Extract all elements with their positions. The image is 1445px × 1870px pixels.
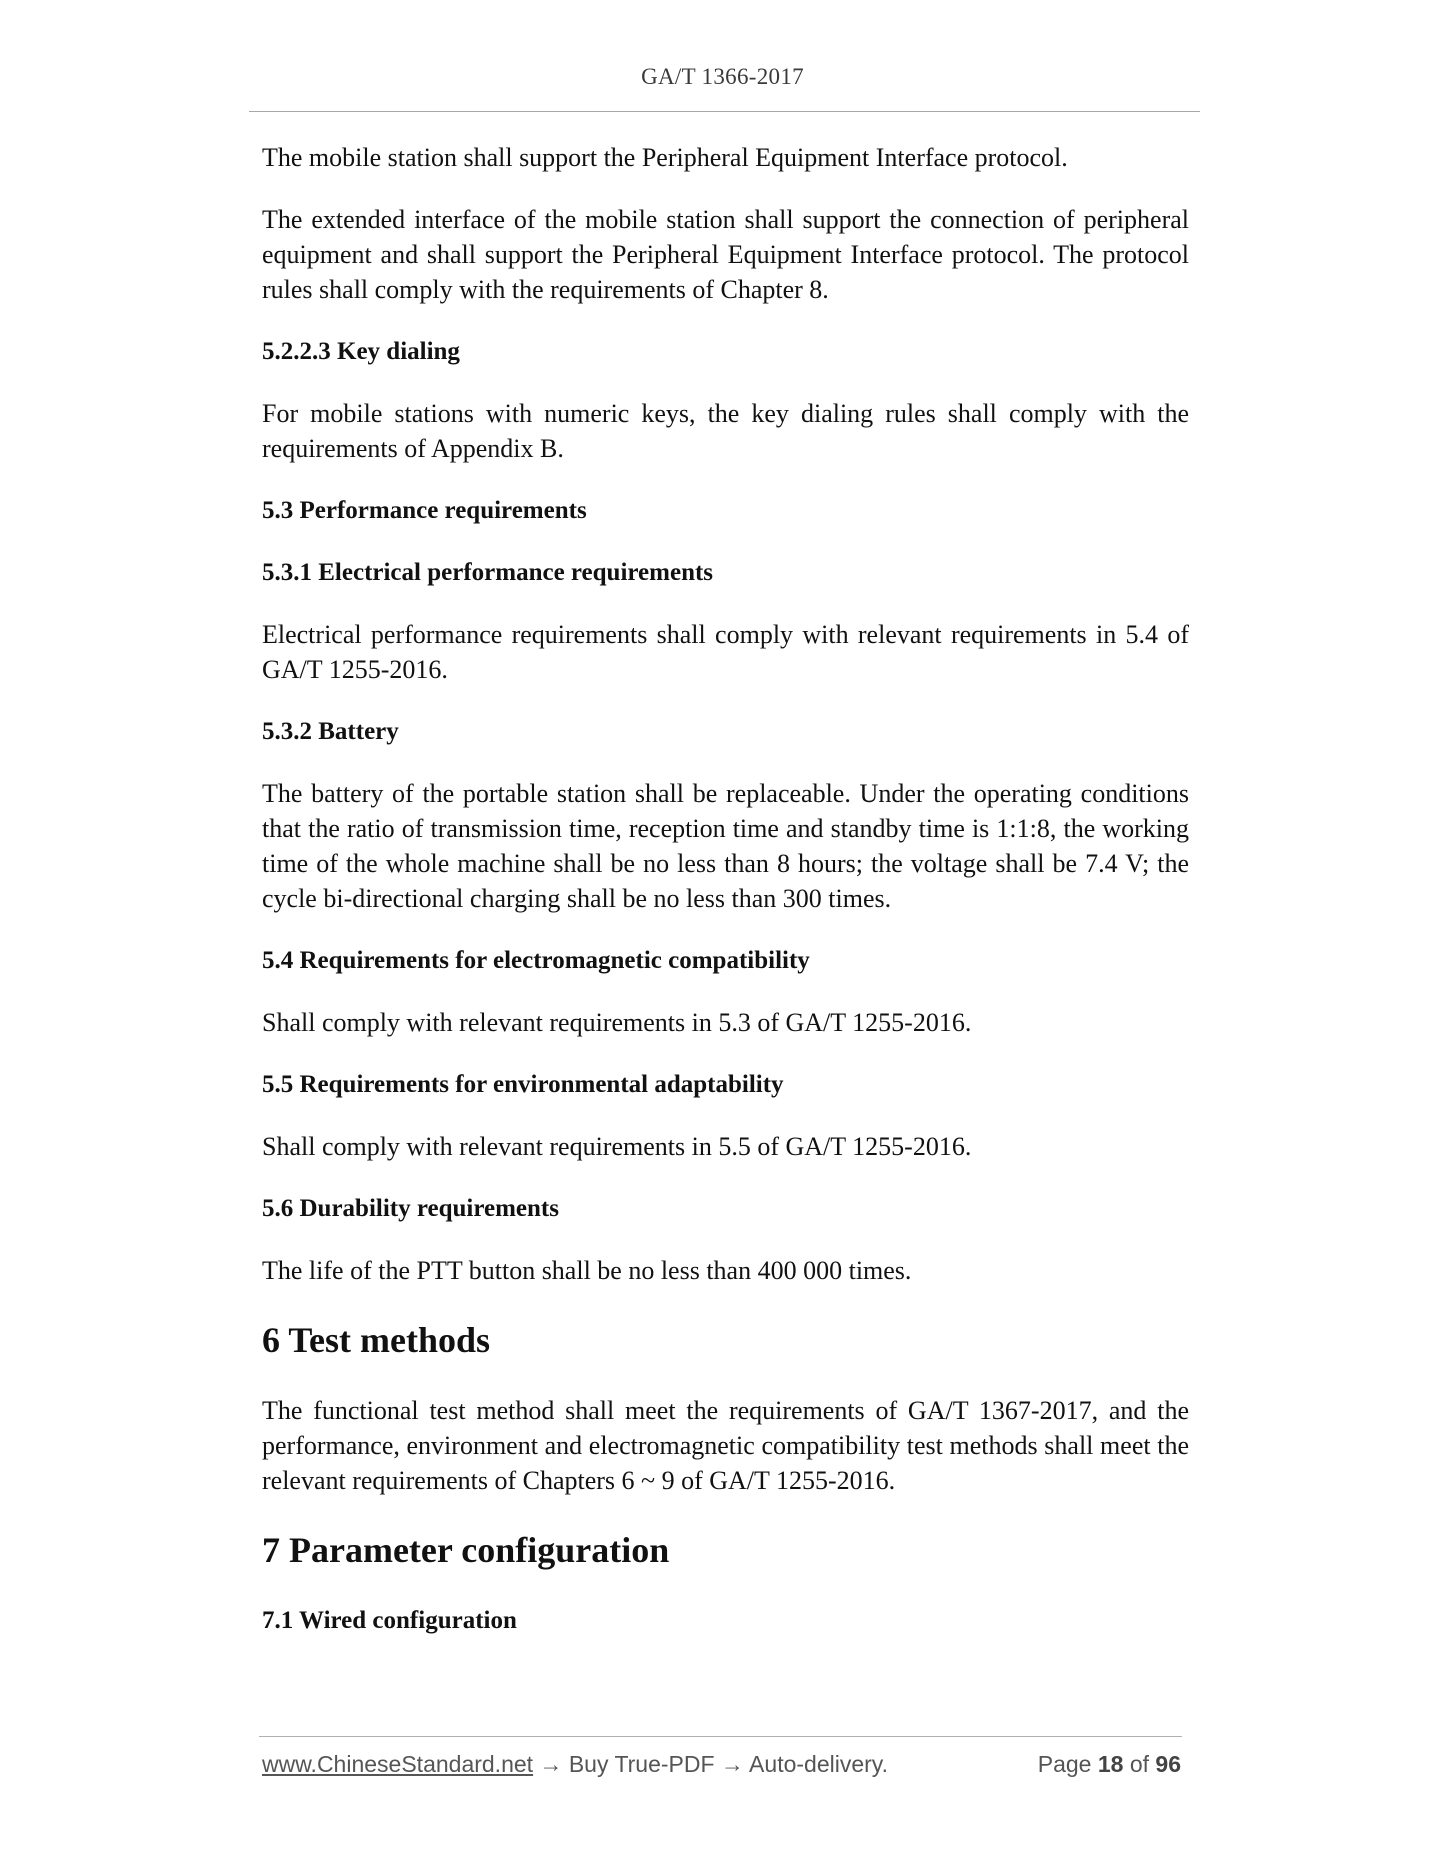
paragraph-test-methods: The functional test method shall meet the requirements of GA/T 1367-2017, and the performance, environment and electromagnetic compatibility test methods shall meet the relevant requirements of Chapters 6 ~ 9 of GA/T 1255-2016. (262, 1396, 1189, 1495)
heading-5-3-2: 5.3.2 Battery (262, 718, 399, 745)
total-pages-number: 96 (1155, 1751, 1181, 1777)
footer-promo (262, 1751, 888, 1778)
header-divider (249, 111, 1200, 112)
paragraph-durability: The life of the PTT button shall be no less than 400 000 times. (262, 1256, 912, 1285)
paragraph-extended-interface: The extended interface of the mobile station shall support the connection of peripheral equipment and shall support the Peripheral Equipment Interface protocol. The protocol rules shall comply with the requirements of Chapter 8. (262, 205, 1189, 304)
paragraph-battery: The battery of the portable station shall be replaceable. Under the operating conditions that the ratio of transmission time, reception time and standby time is 1:1:8, the working time of the whole machine shall be no less than 8 hours; the voltage shall be 7.4 V; the cycle bi-directional charging shall be no less than 300 times. (262, 779, 1189, 913)
paragraph-key-dialing: For mobile stations with numeric keys, the key dialing rules shall comply with the requirements of Appendix B. (262, 399, 1189, 463)
paragraph-peripheral-protocol: The mobile station shall support the Peripheral Equipment Interface protocol. (262, 143, 1068, 172)
of-label: of (1129, 1751, 1150, 1777)
heading-5-3-1: 5.3.1 Electrical performance requirements (262, 559, 714, 586)
heading-7-parameter-configuration: 7 Parameter configuration (262, 1530, 670, 1570)
document-number-header: GA/T 1366-2017 (641, 64, 804, 89)
page-label: Page (1037, 1751, 1092, 1777)
heading-7-1: 7.1 Wired configuration (262, 1607, 517, 1634)
page-footer (262, 1751, 1187, 1785)
footer-promo-text: → Buy True-PDF → Auto-delivery. (533, 1751, 888, 1777)
page-content (262, 140, 1189, 1665)
paragraph-emc: Shall comply with relevant requirements in 5.3 of GA/T 1255-2016. (262, 1008, 972, 1037)
page-indicator (1038, 1751, 1181, 1778)
footer-divider (259, 1736, 1182, 1737)
heading-5-5: 5.5 Requirements for environmental adaptability (262, 1071, 784, 1098)
heading-6-test-methods: 6 Test methods (262, 1320, 491, 1360)
heading-5-6: 5.6 Durability requirements (262, 1195, 559, 1222)
current-page-number: 18 (1097, 1751, 1124, 1777)
paragraph-environmental: Shall comply with relevant requirements in 5.5 of GA/T 1255-2016. (262, 1132, 972, 1161)
heading-5-4: 5.4 Requirements for electromagnetic compatibility (262, 947, 810, 974)
heading-5-2-2-3: 5.2.2.3 Key dialing (262, 338, 460, 365)
chinesestandard-link[interactable]: www.ChineseStandard.net (262, 1751, 534, 1777)
paragraph-electrical-performance: Electrical performance requirements shall comply with relevant requirements in 5.4 of GA/T 1255-2016. (262, 620, 1189, 684)
heading-5-3: 5.3 Performance requirements (262, 497, 587, 524)
